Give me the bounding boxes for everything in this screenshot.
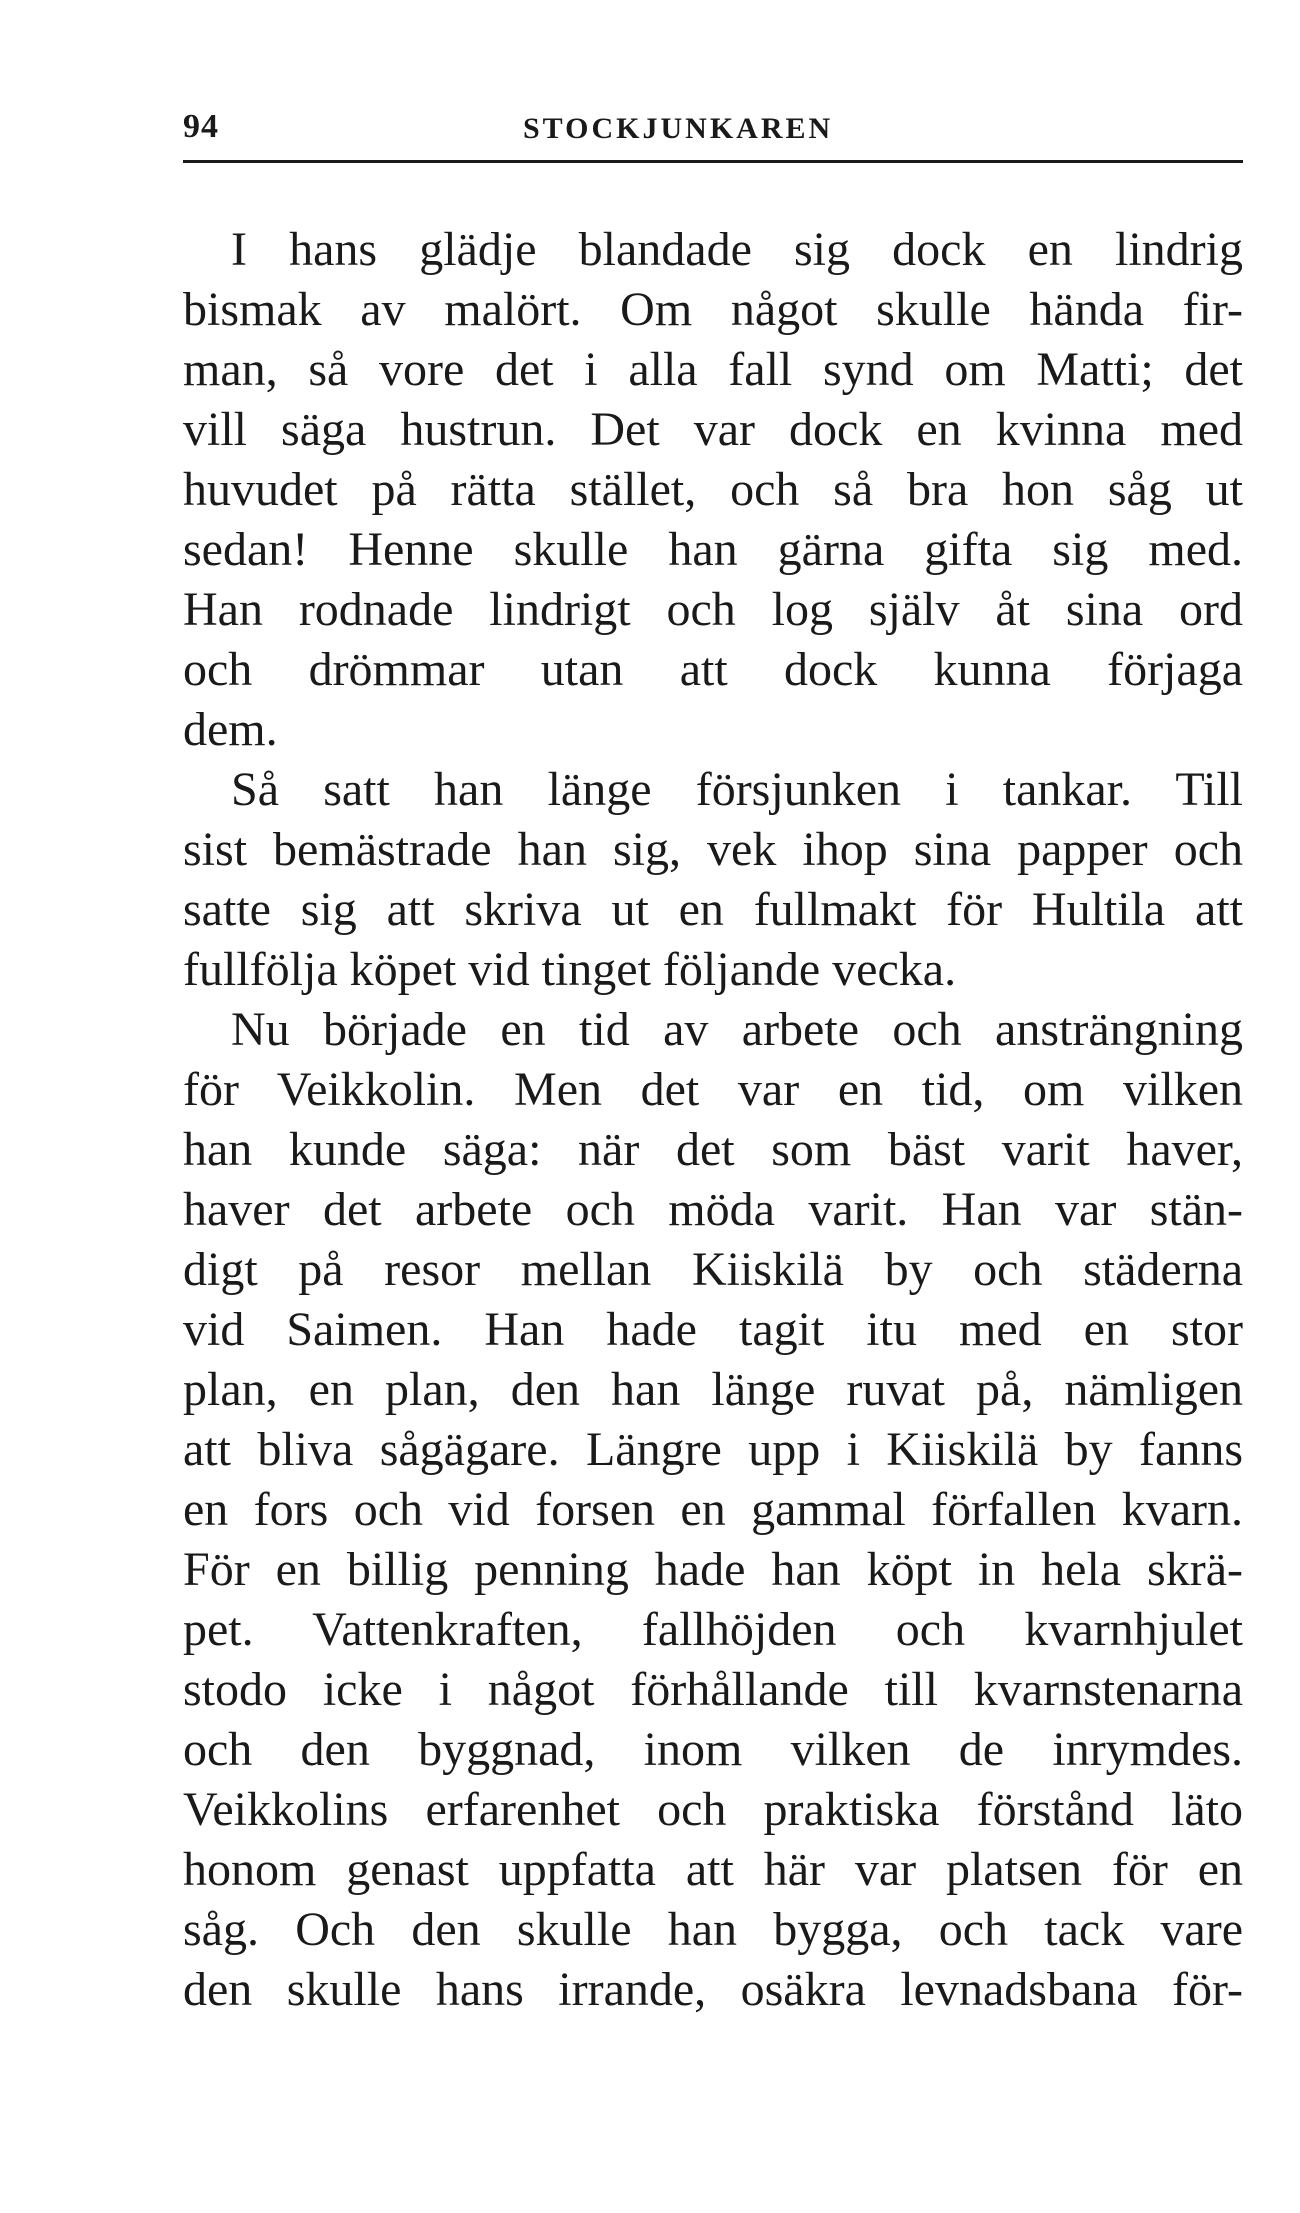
text-line: han kunde säga: när det som bäst varit haver,	[183, 1123, 1243, 1176]
text-line: Så satt han länge försjunken i tankar. Till	[231, 763, 1243, 816]
text-line: Nu började en tid av arbete och ansträngning	[231, 1003, 1243, 1056]
running-title: STOCKJUNKAREN	[523, 112, 834, 145]
text-line: huvudet på rätta stället, och så bra hon såg ut	[183, 463, 1243, 516]
text-line: vid Saimen. Han hade tagit itu med en stor	[183, 1303, 1243, 1356]
header-rule	[183, 160, 1243, 163]
text-line: I hans glädje blandade sig dock en lindrig	[231, 223, 1243, 276]
text-line: honom genast uppfatta att här var platsen för en	[183, 1843, 1243, 1896]
page-header	[183, 108, 1243, 162]
text-line: bismak av malört. Om något skulle hända fir-	[183, 283, 1243, 336]
text-line: såg. Och den skulle han bygga, och tack vare	[183, 1903, 1243, 1956]
body-text	[183, 220, 1243, 2020]
text-line: Veikkolins erfarenhet och praktiska förstånd läto	[183, 1783, 1243, 1836]
text-line: man, så vore det i alla fall synd om Matti; det	[183, 343, 1243, 396]
text-line: plan, en plan, den han länge ruvat på, nämligen	[183, 1363, 1243, 1416]
text-line: fullfölja köpet vid tinget följande vecka.	[183, 943, 957, 996]
text-line: den skulle hans irrande, osäkra levnadsbana för-	[183, 1963, 1243, 2016]
text-line: en fors och vid forsen en gammal förfallen kvarn.	[183, 1483, 1243, 1536]
text-line: vill säga hustrun. Det var dock en kvinna med	[183, 403, 1243, 456]
text-line: satte sig att skriva ut en fullmakt för Hultila att	[183, 883, 1243, 936]
text-line: För en billig penning hade han köpt in hela skrä-	[183, 1543, 1243, 1596]
text-line: och drömmar utan att dock kunna förjaga	[183, 643, 1243, 696]
text-line: sedan! Henne skulle han gärna gifta sig med.	[183, 523, 1243, 576]
text-line: för Veikkolin. Men det var en tid, om vilken	[183, 1063, 1243, 1116]
paragraph-3	[183, 1000, 1243, 2020]
page-number: 94	[183, 108, 219, 145]
text-line: Han rodnade lindrigt och log själv åt sina ord	[183, 583, 1243, 636]
text-line: haver det arbete och möda varit. Han var stän-	[183, 1183, 1243, 1236]
text-line: pet. Vattenkraften, fallhöjden och kvarnhjulet	[183, 1603, 1243, 1656]
text-line: att bliva sågägare. Längre upp i Kiiskilä by fanns	[183, 1423, 1243, 1476]
text-line: digt på resor mellan Kiiskilä by och städerna	[183, 1243, 1243, 1296]
text-line: stodo icke i något förhållande till kvarnstenarna	[183, 1663, 1243, 1716]
text-line: och den byggnad, inom vilken de inrymdes.	[183, 1723, 1243, 1776]
text-line: sist bemästrade han sig, vek ihop sina papper och	[183, 823, 1243, 876]
paragraph-2	[183, 760, 1243, 1000]
text-line: dem.	[183, 703, 278, 756]
paragraph-1	[183, 220, 1243, 760]
